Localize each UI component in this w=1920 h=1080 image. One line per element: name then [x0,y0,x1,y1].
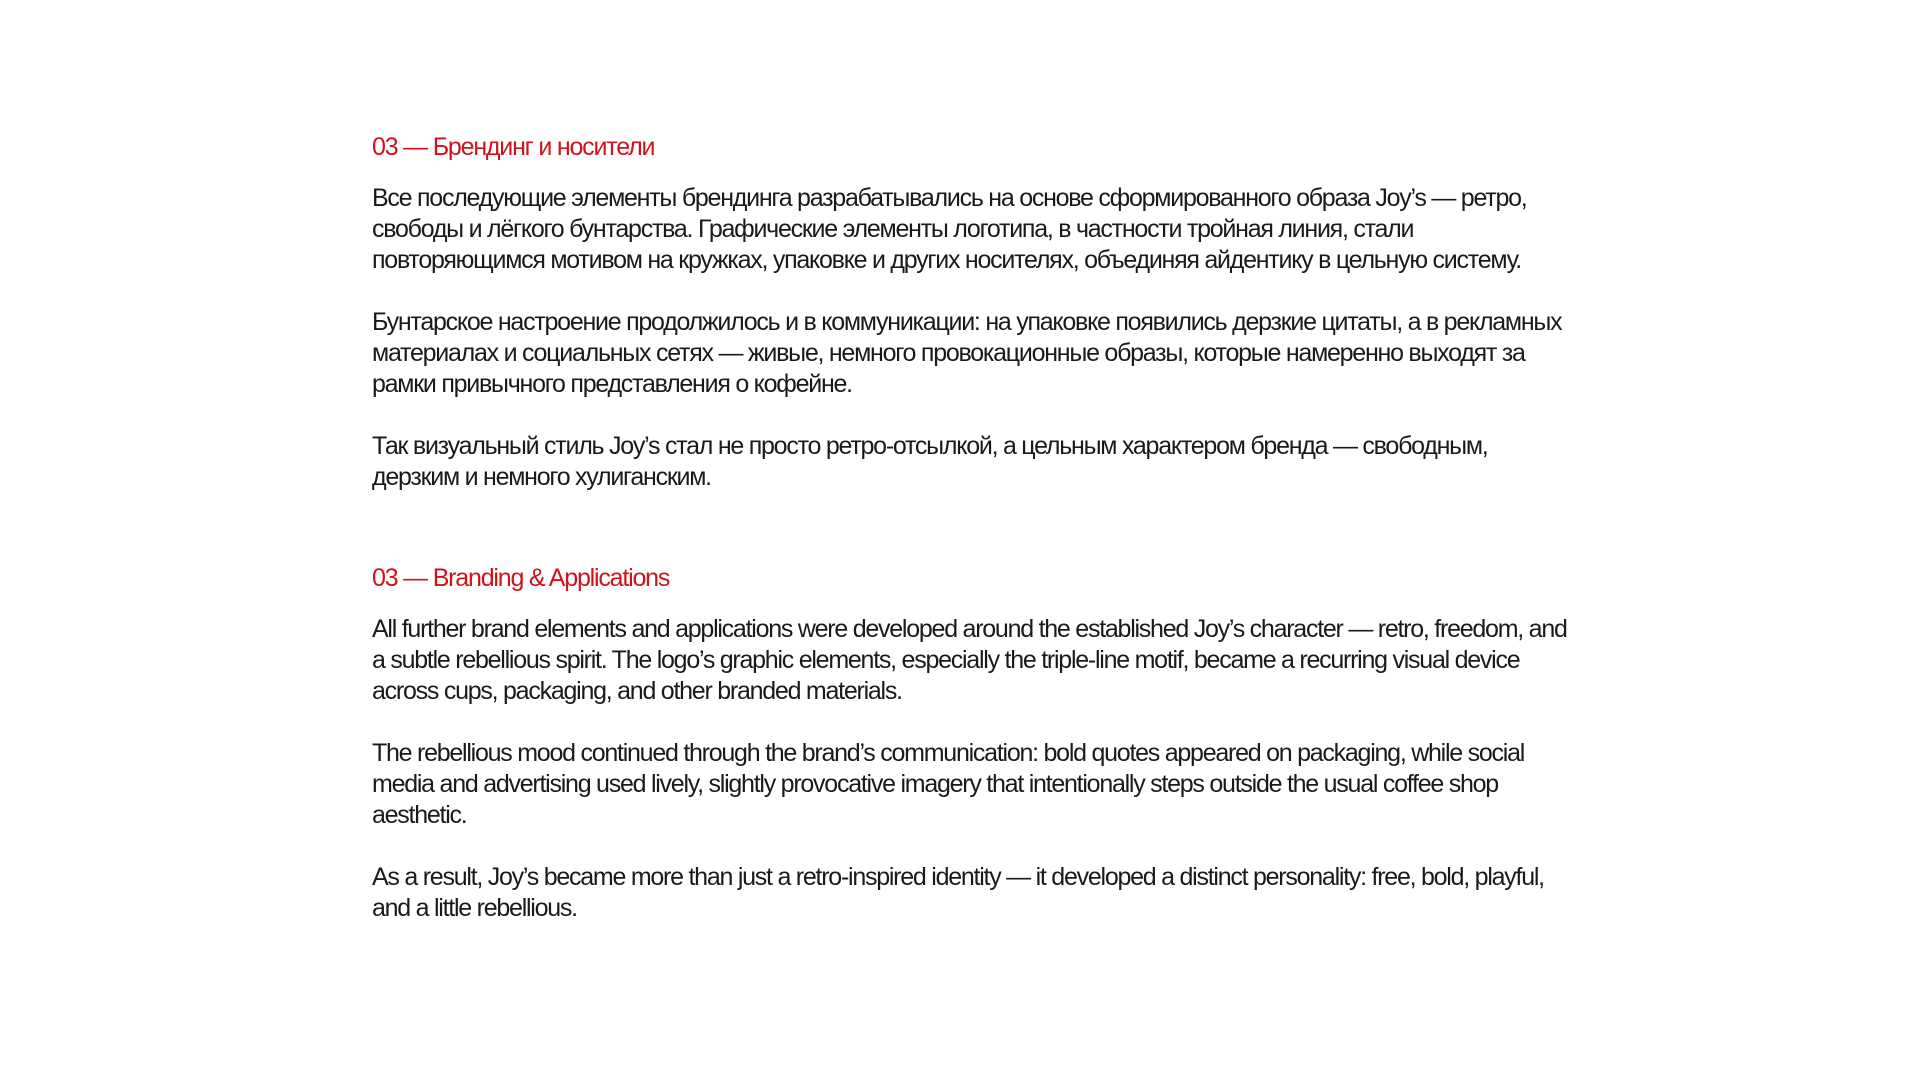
paragraph: Бунтарское настроение продолжилось и в коммуникации: на упаковке появились дерзкие цитаты, а в рекламных материалах и социальных сетях — живые, немного провокационные образы, которые намеренно выходят за рамки привычного представления о кофейне. [372,308,1562,398]
paragraph: All further brand elements and applications were developed around the established Joy’s character — retro, freedom, and a subtle rebellious spirit. The logo’s graphic elements, especially the triple-line motif, became a recurring visual device across cups, packaging, and other branded materials. [372,615,1567,705]
paragraph: Все последующие элементы брендинга разрабатывались на основе сформированного образа Joy’s — ретро, свободы и лёгкого бунтарства. Графические элементы логотипа, в частности тройная линия, стали повторяющимся мотивом на кружках, упаковке и других носителях, объединяя айдентику в цельную систему. [372,184,1527,274]
section-title: 03 — Branding & Applications [372,564,670,592]
paragraph: As a result, Joy’s became more than just a retro-inspired identity — it developed a distinct personality: free, bold, playful, and a little rebellious. [372,863,1544,922]
paragraph: The rebellious mood continued through the brand’s communication: bold quotes appeared on packaging, while social media and advertising used lively, slightly provocative imagery that intentionally steps outside the usual coffee shop aesthetic. [372,739,1525,829]
document-content [372,130,1572,924]
section-english [372,561,1572,924]
section-russian [372,130,1572,493]
paragraph: Так визуальный стиль Joy’s стал не просто ретро-отсылкой, а цельным характером бренда — свободным, дерзким и немного хулиганским. [372,432,1488,491]
section-title: 03 — Брендинг и носители [372,133,655,161]
